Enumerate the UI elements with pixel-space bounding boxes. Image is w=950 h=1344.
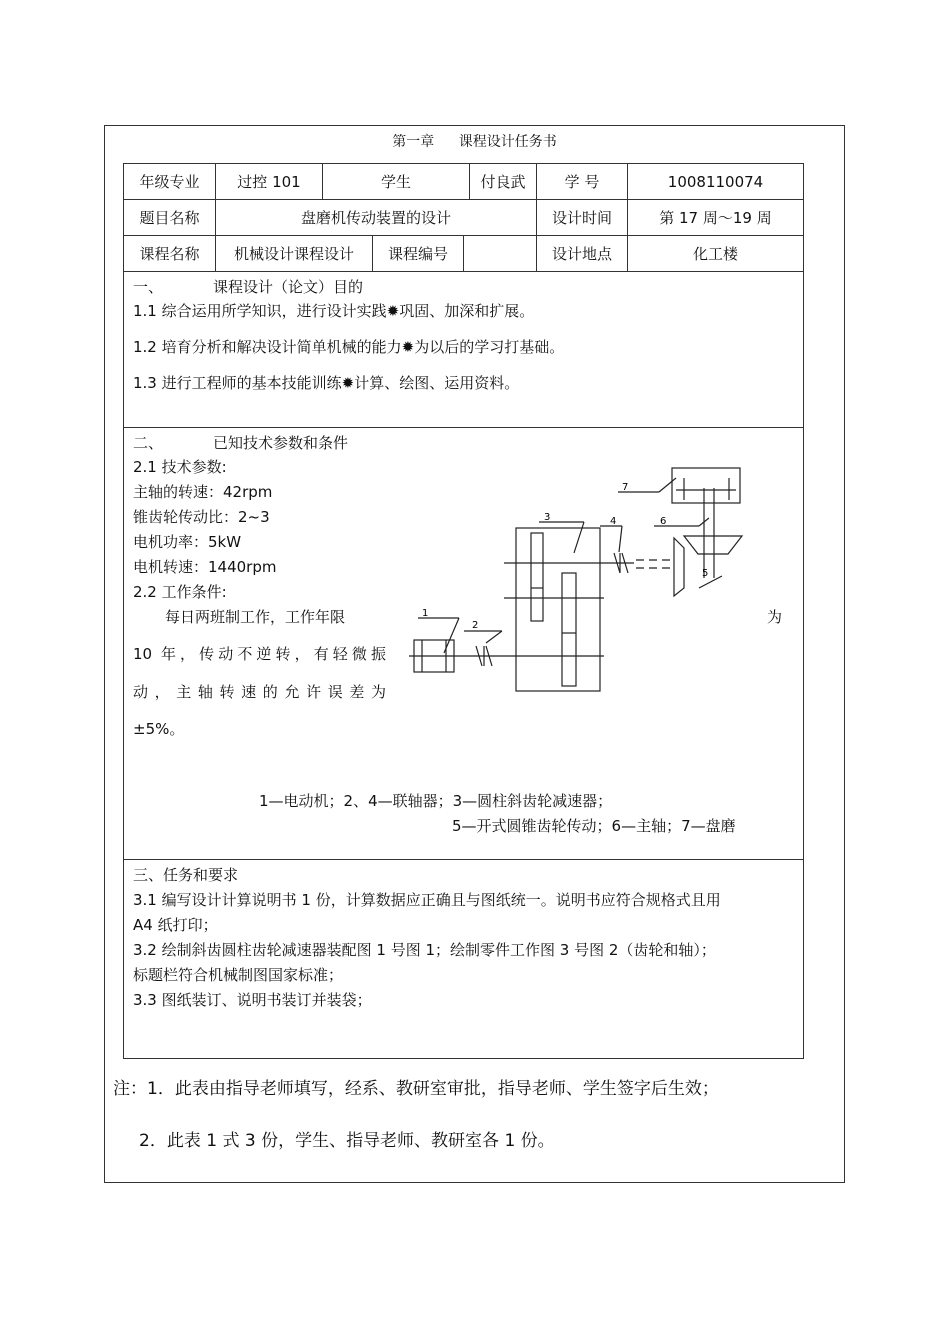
diagram-label-4: 4 — [610, 516, 617, 527]
params-title: 2.1 技术参数: — [133, 458, 227, 476]
param-bevel-ratio: 锥齿轮传动比：2~3 — [133, 508, 270, 526]
section2-number: 二、 — [133, 434, 164, 452]
conditions-line-2: 10 年，传动不逆转，有轻微振 — [133, 645, 386, 663]
topic-value: 盘磨机传动装置的设计 — [215, 199, 537, 236]
id-label: 学 号 — [536, 163, 628, 200]
section1-title: 课程设计（论文）目的 — [213, 278, 364, 296]
task-line-4: 标题栏符合机械制图国家标准； — [133, 966, 344, 984]
diagram-label-3: 3 — [544, 512, 551, 523]
place-value: 化工楼 — [627, 235, 804, 272]
note-2: 2．此表 1 式 3 份，学生、指导老师、教研室各 1 份。 — [139, 1131, 555, 1151]
param-spindle-speed: 主轴的转速：42rpm — [133, 483, 273, 501]
chapter-heading — [105, 131, 844, 151]
conditions-line-1: 每日两班制工作，工作年限 — [165, 608, 346, 626]
student-label: 学生 — [322, 163, 470, 200]
param-motor-speed: 电机转速：1440rpm — [133, 558, 277, 576]
purpose-item-1: 1.1 综合运用所学知识，进行设计实践✹巩固、加深和扩展。 — [133, 302, 535, 320]
section-tasks — [123, 859, 804, 1059]
diagram-label-6: 6 — [660, 516, 667, 527]
conditions-line-4: ±5%。 — [133, 720, 185, 738]
grade-label: 年级专业 — [123, 163, 216, 200]
chapter-number: 第一章 — [392, 134, 435, 150]
grade-value: 过控 101 — [215, 163, 323, 200]
purpose-item-3: 1.3 进行工程师的基本技能训练✹计算、绘图、运用资料。 — [133, 374, 520, 392]
topic-label: 题目名称 — [123, 199, 216, 236]
section1-heading — [133, 276, 363, 297]
purpose-item-2: 1.2 培育分析和解决设计简单机械的能力✹为以后的学习打基础。 — [133, 338, 565, 356]
time-label: 设计时间 — [536, 199, 628, 236]
conditions-title: 2.2 工作条件: — [133, 583, 227, 601]
transmission-diagram — [124, 428, 804, 728]
section2-title: 已知技术参数和条件 — [213, 434, 349, 452]
param-motor-power: 电机功率：5kW — [133, 533, 242, 551]
diagram-label-1: 1 — [422, 608, 429, 619]
diagram-label-7: 7 — [622, 482, 629, 493]
course-label: 课程名称 — [123, 235, 216, 272]
task-line-5: 3.3 图纸装订、说明书装订并装袋； — [133, 991, 372, 1009]
time-value: 第 17 周～19 周 — [627, 199, 804, 236]
task-line-2: A4 纸打印； — [133, 916, 218, 934]
conditions-line-3: 动，主轴转速的允许误差为 — [133, 683, 386, 701]
section-parameters — [123, 427, 804, 860]
diagram-legend-2: 5—开式圆锥齿轮传动；6—主轴；7—盘磨 — [452, 817, 736, 835]
section1-number: 一、 — [133, 278, 164, 296]
task-line-3: 3.2 绘制斜齿圆柱齿轮减速器装配图 1 号图 1；绘制零件工作图 3 号图 2（齿轮和轴）； — [133, 941, 716, 959]
place-label: 设计地点 — [536, 235, 628, 272]
course-value: 机械设计课程设计 — [215, 235, 373, 272]
conditions-wei: 为 — [767, 608, 783, 626]
student-value: 付良武 — [469, 163, 537, 200]
note-1: 注：1．此表由指导老师填写，经系、教研室审批，指导老师、学生签字后生效； — [113, 1079, 719, 1099]
task-form — [104, 125, 845, 1183]
id-value: 1008110074 — [627, 163, 804, 200]
diagram-label-2: 2 — [472, 620, 479, 631]
section3-heading: 三、任务和要求 — [133, 866, 239, 884]
section-purpose — [123, 271, 804, 428]
code-value — [463, 235, 537, 272]
diagram-legend-1: 1—电动机；2、4—联轴器；3—圆柱斜齿轮减速器； — [259, 792, 613, 810]
diagram-label-5: 5 — [702, 568, 709, 579]
task-line-1: 3.1 编写设计计算说明书 1 份，计算数据应正确且与图纸统一。说明书应符合规格式且用 — [133, 891, 721, 909]
chapter-title: 课程设计任务书 — [458, 134, 557, 150]
code-label: 课程编号 — [372, 235, 464, 272]
